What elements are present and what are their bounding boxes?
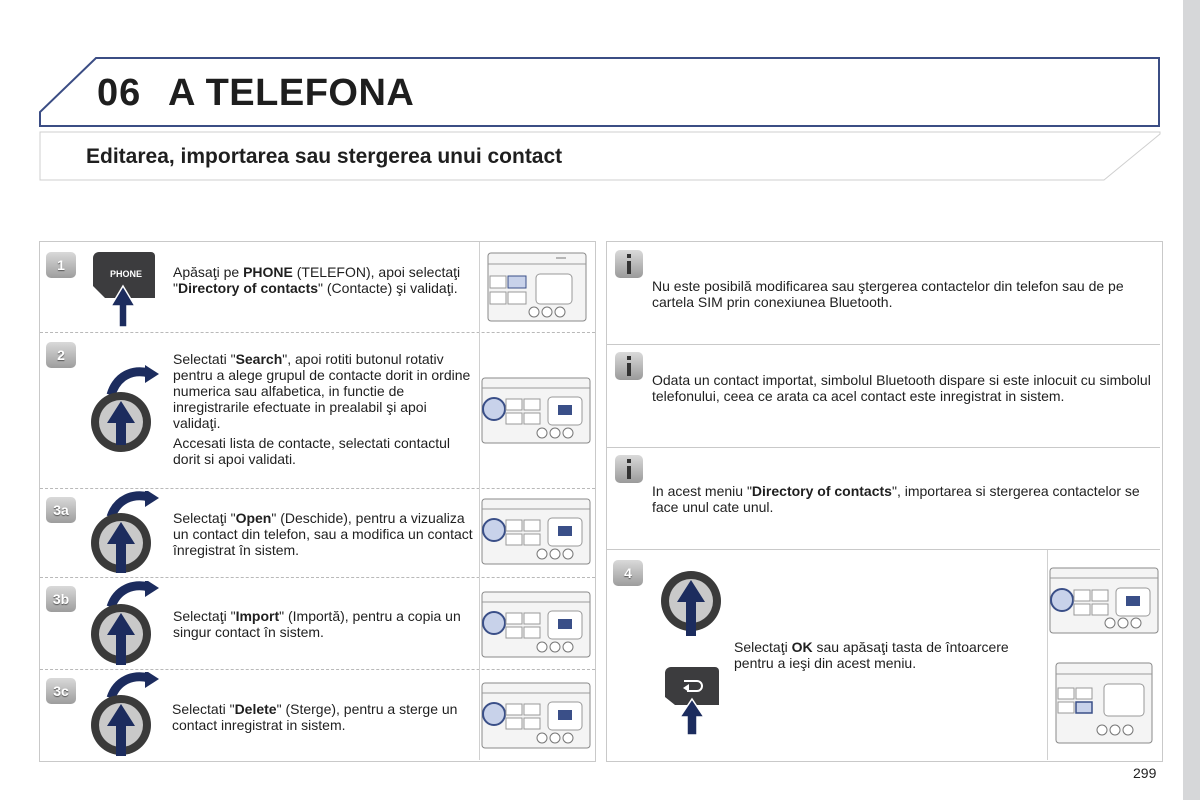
step-badge: 3b (46, 586, 76, 612)
ok-knob-icon (660, 570, 722, 640)
step-row-3c (40, 670, 595, 760)
step-badge: 4 (613, 560, 643, 586)
rotary-knob-icon (91, 365, 161, 460)
info-icon (615, 455, 643, 483)
info-text: Nu este posibilă modificarea sau ştergerea contactelor din telefon sau de pe cartela SIM prin conexiunea Bluetooth. (652, 278, 1124, 310)
info-panel (606, 241, 1163, 762)
radio-illustration (479, 670, 594, 760)
step4-illustration (1047, 550, 1161, 760)
rotary-knob-icon (91, 672, 161, 758)
info-text: In acest meniu "Directory of contacts", importarea si stergerea contactelor se face unul cate unul. (652, 483, 1140, 515)
chapter-title: A TELEFONA (168, 72, 415, 114)
phone-button-label: PHONE (109, 269, 142, 279)
back-button-icon (665, 667, 721, 737)
divider (607, 447, 1160, 448)
step-text: Apăsaţi pe PHONE (TELEFON), apoi selectaţi "Directory of contacts" (Contacte) şi validaţi. (173, 264, 461, 296)
chapter-number: 06 (97, 72, 142, 114)
step-text: Selectaţi "Import" (Importă), pentru a copia un singur contact în sistem. (173, 608, 461, 640)
rotary-knob-icon (91, 581, 161, 667)
step-badge: 1 (46, 252, 76, 278)
info-icon (615, 250, 643, 278)
step-row-3b (40, 578, 595, 670)
step-badge: 3c (46, 678, 76, 704)
step-text: Selectati "Delete" (Sterge), pentru a sterge un contact inregistrat in sistem. (172, 701, 458, 733)
info-icon (615, 352, 643, 380)
radio-illustration (479, 242, 594, 332)
radio-illustration (479, 578, 594, 669)
radio-illustration (479, 333, 594, 488)
step-row-4 (607, 550, 1160, 760)
step-row-1 (40, 242, 595, 333)
step-badge: 3a (46, 497, 76, 523)
step-row-3a (40, 489, 595, 578)
step-row-2 (40, 333, 595, 489)
step-text: Selectaţi OK sau apăsaţi tasta de întoarcere pentru a ieşi din acest meniu. (734, 639, 1009, 671)
page-number: 299 (1133, 765, 1157, 781)
section-title: Editarea, importarea sau stergerea unui contact (86, 145, 563, 168)
step-text: Selectati "Search", apoi rotiti butonul rotativ pentru a alege grupul de contacte dorit in ordine numerica sau alfabetica, in functie de inregistrarile efectuate in prealabil şi apoi validaţi. Accesati lista de contacte, selectati contactul dorit si apoi validati. (173, 351, 471, 467)
rotary-knob-icon (91, 491, 161, 576)
up-arrow-icon (110, 284, 136, 328)
step-text: Selectaţi "Open" (Deschide), pentru a vizualiza un contact din telefon, sau a modifica un contact înregistrat în sistem. (173, 510, 473, 558)
divider (607, 344, 1160, 345)
info-text: Odata un contact importat, simbolul Bluetooth dispare si este inlocuit cu simbolul telefonului, ceea ce arata ca acel contact este inregistrat in sistem. (652, 372, 1151, 404)
radio-illustration (479, 489, 594, 577)
page-edge-strip (1183, 0, 1200, 800)
steps-panel (39, 241, 596, 762)
step-badge: 2 (46, 342, 76, 368)
